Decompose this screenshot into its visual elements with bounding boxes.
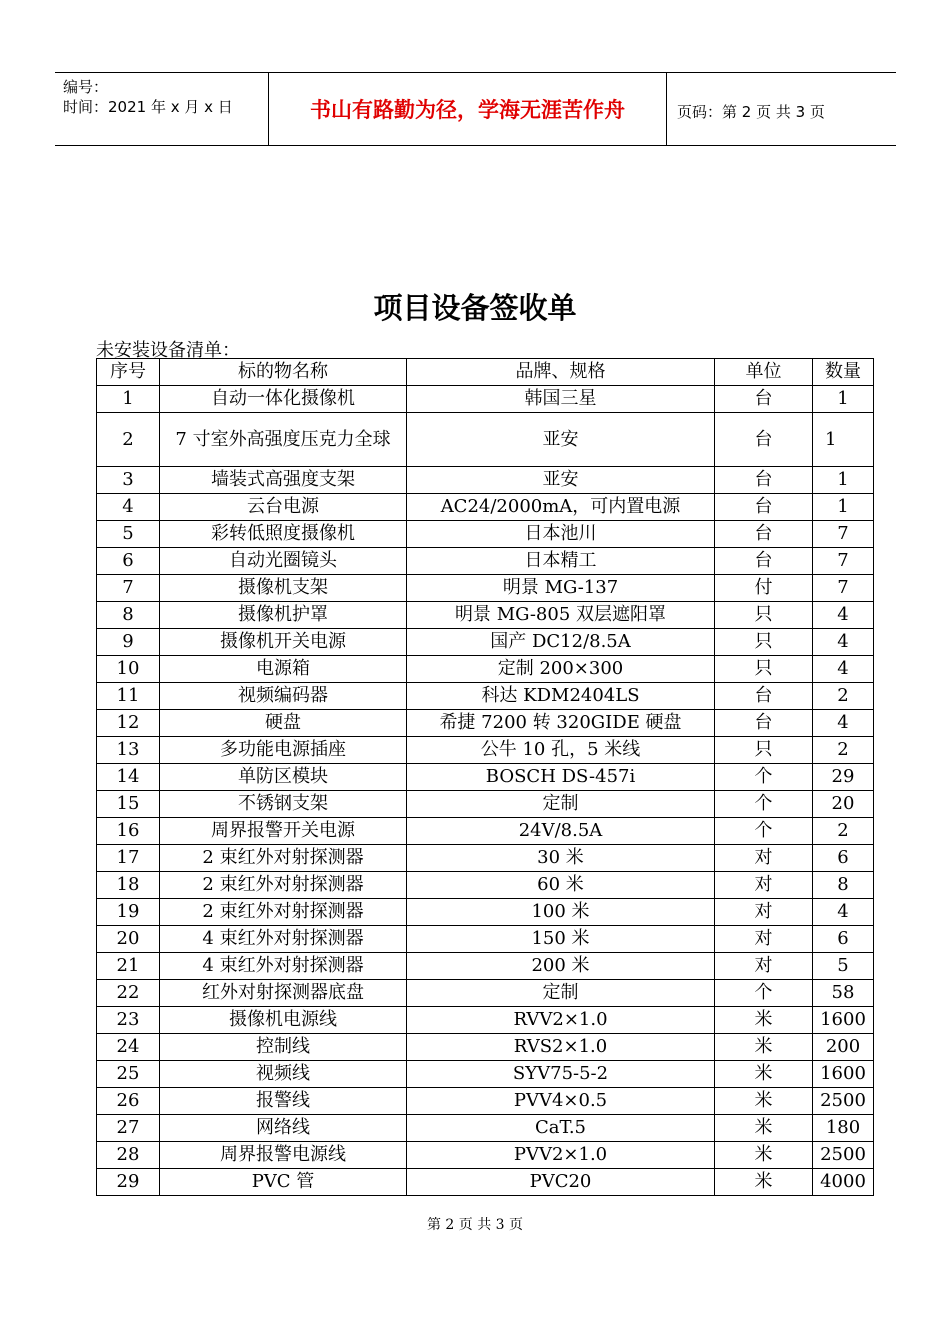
cell-row-index: 3 [97, 467, 160, 494]
cell-quantity: 2 [813, 683, 874, 710]
table-row [97, 899, 874, 926]
cell-item-name: 4 束红外对射探测器 [160, 926, 407, 953]
cell-item-name: 多功能电源插座 [160, 737, 407, 764]
cell-item-name: 自动光圈镜头 [160, 548, 407, 575]
cell-quantity: 7 [813, 548, 874, 575]
page-footer: 第 2 页 共 3 页 [426, 1217, 524, 1233]
cell-quantity: 6 [813, 926, 874, 953]
cell-item-name: 控制线 [160, 1034, 407, 1061]
table-row [97, 845, 874, 872]
table-row [97, 1061, 874, 1088]
cell-row-index: 13 [97, 737, 160, 764]
table-row [97, 656, 874, 683]
table-row [97, 791, 874, 818]
cell-quantity: 20 [813, 791, 874, 818]
cell-quantity: 6 [813, 845, 874, 872]
equipment-table [96, 358, 874, 1196]
cell-quantity: 4 [813, 710, 874, 737]
cell-item-name: PVC 管 [160, 1169, 407, 1196]
cell-unit: 米 [715, 1088, 813, 1115]
cell-unit: 台 [715, 413, 813, 467]
cell-quantity: 1600 [813, 1007, 874, 1034]
cell-row-index: 28 [97, 1142, 160, 1169]
cell-brand-spec: 科达 KDM2404LS [407, 683, 715, 710]
cell-quantity: 1 [813, 494, 874, 521]
cell-item-name: 周界报警开关电源 [160, 818, 407, 845]
column-header-brand-spec: 品牌、规格 [407, 359, 715, 386]
cell-brand-spec: AC24/2000mA，可内置电源 [407, 494, 715, 521]
cell-brand-spec: PVC20 [407, 1169, 715, 1196]
cell-row-index: 5 [97, 521, 160, 548]
cell-quantity: 4 [813, 602, 874, 629]
cell-row-index: 18 [97, 872, 160, 899]
cell-row-index: 20 [97, 926, 160, 953]
cell-quantity: 7 [813, 575, 874, 602]
cell-brand-spec: 日本精工 [407, 548, 715, 575]
cell-unit: 只 [715, 656, 813, 683]
table-row [97, 1142, 874, 1169]
cell-quantity: 2 [813, 737, 874, 764]
cell-quantity: 4 [813, 899, 874, 926]
cell-quantity: 7 [813, 521, 874, 548]
cell-unit: 对 [715, 845, 813, 872]
table-row [97, 548, 874, 575]
cell-item-name: 彩转低照度摄像机 [160, 521, 407, 548]
cell-quantity: 1600 [813, 1061, 874, 1088]
cell-brand-spec: BOSCH DS-457i [407, 764, 715, 791]
document-time-label: 时间：2021 年 x 月 x 日 [63, 98, 233, 116]
cell-unit: 台 [715, 467, 813, 494]
cell-row-index: 14 [97, 764, 160, 791]
cell-unit: 米 [715, 1169, 813, 1196]
cell-unit: 米 [715, 1115, 813, 1142]
cell-quantity: 58 [813, 980, 874, 1007]
cell-item-name: 红外对射探测器底盘 [160, 980, 407, 1007]
cell-brand-spec: 60 米 [407, 872, 715, 899]
header-meta [63, 77, 233, 117]
cell-item-name: 4 束红外对射探测器 [160, 953, 407, 980]
header-motto: 书山有路勤为径，学海无涯苦作舟 [268, 73, 667, 145]
cell-item-name: 2 束红外对射探测器 [160, 872, 407, 899]
table-row [97, 953, 874, 980]
cell-row-index: 25 [97, 1061, 160, 1088]
table-row [97, 872, 874, 899]
cell-unit: 台 [715, 710, 813, 737]
cell-brand-spec: 日本池川 [407, 521, 715, 548]
cell-item-name: 单防区模块 [160, 764, 407, 791]
cell-unit: 对 [715, 872, 813, 899]
cell-unit: 付 [715, 575, 813, 602]
equipment-table-body [97, 359, 874, 1196]
cell-row-index: 8 [97, 602, 160, 629]
cell-unit: 台 [715, 386, 813, 413]
cell-quantity: 1 [813, 467, 874, 494]
cell-item-name: 不锈钢支架 [160, 791, 407, 818]
cell-row-index: 29 [97, 1169, 160, 1196]
document-number-label: 编号： [63, 78, 109, 96]
cell-unit: 米 [715, 1034, 813, 1061]
table-row [97, 818, 874, 845]
cell-brand-spec: 150 米 [407, 926, 715, 953]
cell-quantity: 5 [813, 953, 874, 980]
cell-item-name: 网络线 [160, 1115, 407, 1142]
cell-brand-spec: 公牛 10 孔，5 米线 [407, 737, 715, 764]
cell-quantity: 1 [813, 413, 874, 467]
cell-row-index: 24 [97, 1034, 160, 1061]
cell-item-name: 自动一体化摄像机 [160, 386, 407, 413]
cell-brand-spec: CaT.5 [407, 1115, 715, 1142]
cell-brand-spec: RVV2×1.0 [407, 1007, 715, 1034]
cell-brand-spec: 亚安 [407, 467, 715, 494]
cell-quantity: 2500 [813, 1142, 874, 1169]
table-row [97, 413, 874, 467]
cell-unit: 个 [715, 764, 813, 791]
cell-unit: 台 [715, 548, 813, 575]
cell-brand-spec: 韩国三星 [407, 386, 715, 413]
table-row [97, 1115, 874, 1142]
header-page-indicator: 页码：第 2 页 共 3 页 [677, 103, 825, 121]
cell-row-index: 27 [97, 1115, 160, 1142]
cell-row-index: 2 [97, 413, 160, 467]
cell-brand-spec: 国产 DC12/8.5A [407, 629, 715, 656]
cell-quantity: 4 [813, 629, 874, 656]
table-row [97, 1169, 874, 1196]
table-row [97, 980, 874, 1007]
cell-item-name: 云台电源 [160, 494, 407, 521]
cell-quantity: 2500 [813, 1088, 874, 1115]
cell-row-index: 10 [97, 656, 160, 683]
cell-row-index: 1 [97, 386, 160, 413]
cell-row-index: 12 [97, 710, 160, 737]
table-row [97, 1007, 874, 1034]
cell-unit: 只 [715, 629, 813, 656]
cell-unit: 个 [715, 818, 813, 845]
page-title: 项目设备签收单 [373, 291, 577, 325]
cell-unit: 台 [715, 494, 813, 521]
cell-row-index: 19 [97, 899, 160, 926]
cell-row-index: 15 [97, 791, 160, 818]
table-row [97, 764, 874, 791]
table-row [97, 926, 874, 953]
cell-brand-spec: RVS2×1.0 [407, 1034, 715, 1061]
table-row [97, 494, 874, 521]
column-header-quantity: 数量 [813, 359, 874, 386]
cell-brand-spec: 200 米 [407, 953, 715, 980]
cell-brand-spec: 定制 [407, 791, 715, 818]
table-row [97, 737, 874, 764]
cell-brand-spec: 30 米 [407, 845, 715, 872]
table-row [97, 386, 874, 413]
cell-unit: 对 [715, 899, 813, 926]
cell-unit: 台 [715, 521, 813, 548]
cell-quantity: 1 [813, 386, 874, 413]
cell-item-name: 视频线 [160, 1061, 407, 1088]
cell-item-name: 2 束红外对射探测器 [160, 845, 407, 872]
cell-item-name: 摄像机护罩 [160, 602, 407, 629]
cell-unit: 对 [715, 926, 813, 953]
cell-item-name: 周界报警电源线 [160, 1142, 407, 1169]
cell-row-index: 16 [97, 818, 160, 845]
cell-item-name: 摄像机电源线 [160, 1007, 407, 1034]
cell-brand-spec: 定制 [407, 980, 715, 1007]
cell-quantity: 180 [813, 1115, 874, 1142]
cell-brand-spec: PVV2×1.0 [407, 1142, 715, 1169]
cell-row-index: 17 [97, 845, 160, 872]
page-header [55, 72, 896, 146]
cell-unit: 台 [715, 683, 813, 710]
cell-unit: 米 [715, 1142, 813, 1169]
cell-unit: 只 [715, 737, 813, 764]
cell-unit: 个 [715, 980, 813, 1007]
cell-unit: 个 [715, 791, 813, 818]
cell-quantity: 200 [813, 1034, 874, 1061]
cell-item-name: 电源箱 [160, 656, 407, 683]
cell-row-index: 6 [97, 548, 160, 575]
cell-row-index: 23 [97, 1007, 160, 1034]
cell-row-index: 26 [97, 1088, 160, 1115]
cell-item-name: 摄像机支架 [160, 575, 407, 602]
column-header-unit: 单位 [715, 359, 813, 386]
table-row [97, 521, 874, 548]
cell-unit: 对 [715, 953, 813, 980]
cell-item-name: 7 寸室外高强度压克力全球 [160, 413, 407, 467]
cell-item-name: 报警线 [160, 1088, 407, 1115]
cell-quantity: 2 [813, 818, 874, 845]
cell-quantity: 4000 [813, 1169, 874, 1196]
cell-brand-spec: 希捷 7200 转 320GIDE 硬盘 [407, 710, 715, 737]
cell-row-index: 9 [97, 629, 160, 656]
cell-item-name: 墙装式高强度支架 [160, 467, 407, 494]
table-header-row [97, 359, 874, 386]
table-row [97, 467, 874, 494]
column-header-name: 标的物名称 [160, 359, 407, 386]
cell-row-index: 11 [97, 683, 160, 710]
cell-row-index: 22 [97, 980, 160, 1007]
table-caption: 未安装设备清单： [96, 340, 240, 361]
table-row [97, 602, 874, 629]
cell-brand-spec: 定制 200×300 [407, 656, 715, 683]
cell-brand-spec: 明景 MG-137 [407, 575, 715, 602]
table-row [97, 710, 874, 737]
cell-quantity: 29 [813, 764, 874, 791]
cell-item-name: 摄像机开关电源 [160, 629, 407, 656]
cell-brand-spec: PVV4×0.5 [407, 1088, 715, 1115]
cell-item-name: 硬盘 [160, 710, 407, 737]
cell-quantity: 4 [813, 656, 874, 683]
cell-row-index: 7 [97, 575, 160, 602]
table-row [97, 1034, 874, 1061]
cell-unit: 米 [715, 1007, 813, 1034]
cell-brand-spec: 100 米 [407, 899, 715, 926]
table-row [97, 629, 874, 656]
cell-row-index: 21 [97, 953, 160, 980]
cell-brand-spec: 亚安 [407, 413, 715, 467]
cell-unit: 只 [715, 602, 813, 629]
cell-item-name: 2 束红外对射探测器 [160, 899, 407, 926]
table-row [97, 575, 874, 602]
cell-brand-spec: 24V/8.5A [407, 818, 715, 845]
cell-quantity: 8 [813, 872, 874, 899]
cell-brand-spec: SYV75-5-2 [407, 1061, 715, 1088]
column-header-index: 序号 [97, 359, 160, 386]
cell-row-index: 4 [97, 494, 160, 521]
table-row [97, 683, 874, 710]
cell-item-name: 视频编码器 [160, 683, 407, 710]
table-row [97, 1088, 874, 1115]
cell-unit: 米 [715, 1061, 813, 1088]
cell-brand-spec: 明景 MG-805 双层遮阳罩 [407, 602, 715, 629]
